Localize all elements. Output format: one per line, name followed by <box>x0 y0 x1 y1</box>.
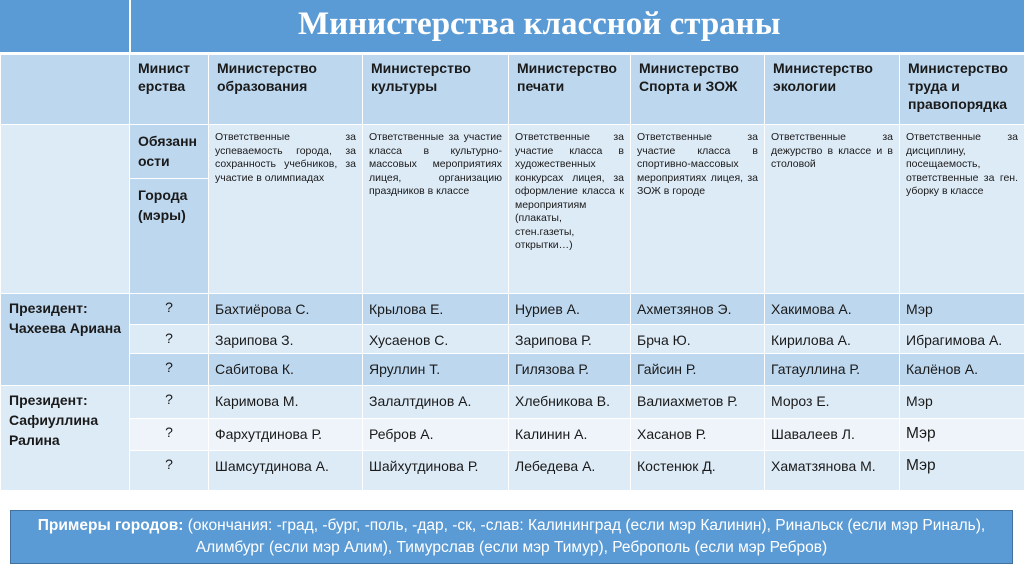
table-cell: Зарипова З. <box>209 325 363 354</box>
table-cell: Гайсин Р. <box>631 354 765 386</box>
table-cell: Ахметзянов Э. <box>631 294 765 325</box>
city-examples-text: (окончания: -град, -бург, -поль, -дар, -ск, -слав: Калининград (если мэр Калинин), Ринальск (если мэр Риналь), Алимбург (если мэр Алим), Тимурслав (если мэр Тимур), Реброполь (если мэр Ребров) <box>183 517 986 556</box>
ministry-header: Министерство Спорта и ЗОЖ <box>631 55 765 125</box>
row-mark: ? <box>130 294 209 325</box>
corner-empty <box>1 125 130 294</box>
table-cell: Шайхутдинова Р. <box>363 451 509 491</box>
cities-label: Города (мэры) <box>130 179 209 294</box>
table-cell: Сабитова К. <box>209 354 363 386</box>
table-cell: Залалтдинов А. <box>363 386 509 419</box>
ministries-label: Минист ерства <box>130 55 209 125</box>
table-cell: Калинин А. <box>509 419 631 451</box>
table-cell: Фархутдинова Р. <box>209 419 363 451</box>
ministry-duties: Ответственные за успеваемость города, за сохранность учебников, за участие в олимпиадах <box>209 125 363 294</box>
ministry-duties: Ответственные за дисциплину, посещаемость, ответственные за ген. уборку в классе <box>900 125 1024 294</box>
table-cell: Гилязова Р. <box>509 354 631 386</box>
ministry-header: Министерство экологии <box>765 55 900 125</box>
table-cell: Мэр <box>900 386 1024 419</box>
table-cell: Кирилова А. <box>765 325 900 354</box>
city-examples-lead: Примеры городов: <box>37 517 184 534</box>
ministry-header: Министерство образования <box>209 55 363 125</box>
table-cell: Нуриев А. <box>509 294 631 325</box>
table-cell: Мороз Е. <box>765 386 900 419</box>
table-cell: Валиахметов Р. <box>631 386 765 419</box>
president-label: Президент: Чахеева Ариана <box>1 294 130 386</box>
table-cell: Лебедева А. <box>509 451 631 491</box>
city-examples-box <box>10 510 1013 564</box>
table-cell: Бахтиёрова С. <box>209 294 363 325</box>
table-cell: Хлебникова В. <box>509 386 631 419</box>
table-cell: Мэр <box>900 451 1024 491</box>
row-mark: ? <box>130 419 209 451</box>
title-corner <box>0 0 131 52</box>
table-cell: Зарипова Р. <box>509 325 631 354</box>
table-cell: Гатауллина Р. <box>765 354 900 386</box>
table-cell: Мэр <box>900 419 1024 451</box>
row-mark: ? <box>130 354 209 386</box>
table-cell: Шамсутдинова А. <box>209 451 363 491</box>
ministry-header: Министерство культуры <box>363 55 509 125</box>
table-cell: Шавалеев Л. <box>765 419 900 451</box>
row-mark: ? <box>130 325 209 354</box>
row-mark: ? <box>130 386 209 419</box>
table-cell: Яруллин Т. <box>363 354 509 386</box>
table-cell: Калёнов А. <box>900 354 1024 386</box>
ministry-header: Министерство печати <box>509 55 631 125</box>
ministry-duties: Ответственные за участие класса в культурно-массовых мероприятиях лицея, организацию праздников в классе <box>363 125 509 294</box>
corner-empty <box>1 55 130 125</box>
row-mark: ? <box>130 451 209 491</box>
ministry-header: Министерство труда и правопорядка <box>900 55 1024 125</box>
table-cell: Хаматзянова М. <box>765 451 900 491</box>
president-label: Президент: Сафиуллина Ралина <box>1 386 130 491</box>
table-cell: Ребров А. <box>363 419 509 451</box>
ministry-duties: Ответственные за участие класса в спортивно-массовых мероприятиях лицея, за ЗОЖ в городе <box>631 125 765 294</box>
table-cell: Брча Ю. <box>631 325 765 354</box>
table-cell: Каримова М. <box>209 386 363 419</box>
table-cell: Крылова Е. <box>363 294 509 325</box>
table-cell: Ибрагимова А. <box>900 325 1024 354</box>
table-cell: Костенюк Д. <box>631 451 765 491</box>
duties-label: Обязанн ости <box>130 125 209 179</box>
table-cell: Хасанов Р. <box>631 419 765 451</box>
page-title: Министерства классной страны <box>298 6 781 42</box>
table-cell: Хусаенов С. <box>363 325 509 354</box>
table-cell: Мэр <box>900 294 1024 325</box>
table-cell: Хакимова А. <box>765 294 900 325</box>
title-bar <box>0 0 1024 52</box>
ministry-duties: Ответственные за участие класса в художественных конкурсах лицея, за оформление класса к мероприятиям (плакаты, стен.газеты, открытки…) <box>509 125 631 294</box>
ministry-duties: Ответственные за дежурство в классе и в столовой <box>765 125 900 294</box>
ministries-table <box>0 54 1024 491</box>
